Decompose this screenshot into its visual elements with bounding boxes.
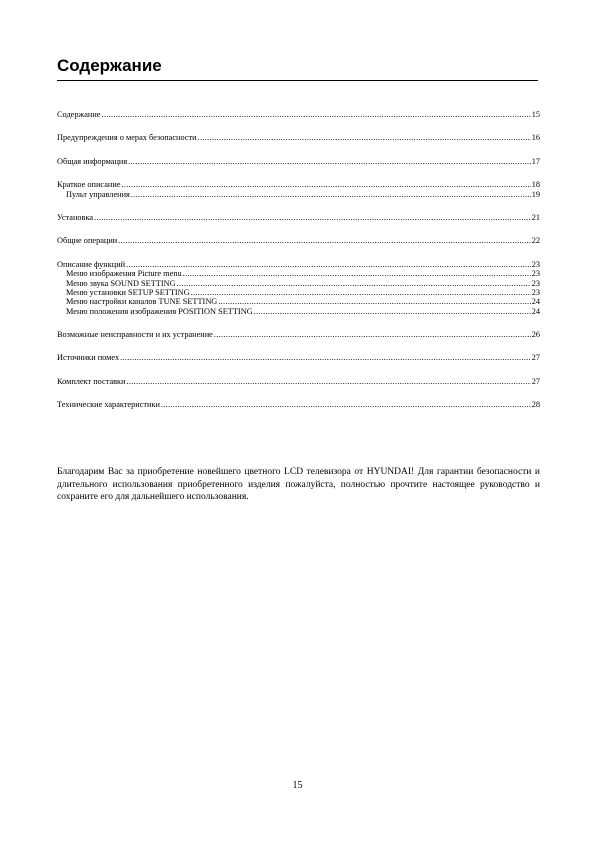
toc-entry-label: Меню звука SOUND SETTING	[66, 278, 176, 288]
toc-group	[57, 260, 540, 316]
toc-entry-page: 27	[531, 376, 540, 386]
toc-entry-label: Источники помех	[57, 353, 120, 363]
toc-group	[57, 353, 540, 362]
toc-group	[57, 236, 540, 245]
toc-entry-page: 23	[531, 287, 540, 297]
toc-subentry[interactable]	[57, 297, 540, 306]
toc-group	[57, 377, 540, 386]
toc-entry-label: Меню положения изображения POSITION SETTING	[66, 306, 253, 316]
toc-dot-leader	[126, 260, 531, 269]
title-divider	[57, 80, 538, 81]
page-number: 15	[292, 780, 303, 791]
page-title: Содержание	[57, 56, 162, 75]
toc-entry-page: 21	[531, 212, 540, 222]
toc-entry-label: Меню настройки каналов TUNE SETTING	[66, 297, 218, 307]
toc-dot-leader	[254, 307, 531, 316]
toc-entry[interactable]	[57, 400, 540, 409]
toc-entry-label: Содержание	[57, 110, 101, 119]
toc-dot-leader	[94, 213, 531, 222]
toc-dot-leader	[191, 288, 531, 297]
toc-entry-page: 15	[531, 110, 540, 119]
toc-entry-page: 23	[531, 278, 540, 288]
toc-entry[interactable]	[57, 260, 540, 269]
toc-group	[57, 400, 540, 409]
toc-dot-leader	[161, 400, 531, 409]
toc-group	[57, 157, 540, 166]
toc-entry-label: Установка	[57, 212, 94, 222]
toc-entry-label: Общая информация	[57, 156, 128, 166]
toc-dot-leader	[214, 330, 531, 339]
toc-dot-leader	[198, 133, 531, 142]
toc-dot-leader	[127, 377, 531, 386]
toc-entry[interactable]	[57, 213, 540, 222]
toc-dot-leader	[218, 297, 530, 306]
table-of-contents	[57, 110, 540, 424]
toc-dot-leader	[118, 236, 530, 245]
toc-subentry[interactable]	[57, 269, 540, 278]
toc-entry-page: 24	[531, 306, 540, 316]
toc-subentry[interactable]	[57, 190, 540, 199]
toc-entry-label: Меню установки SETUP SETTING	[66, 287, 190, 297]
toc-subentry[interactable]	[57, 307, 540, 316]
toc-group	[57, 133, 540, 142]
toc-subentry[interactable]	[57, 288, 540, 297]
toc-entry[interactable]	[57, 377, 540, 386]
toc-entry-label: Краткое описание	[57, 180, 121, 190]
toc-entry-page: 28	[531, 400, 540, 410]
toc-entry-label: Технические характеристики	[57, 400, 160, 410]
toc-entry-page: 19	[531, 189, 540, 199]
toc-entry-page: 24	[531, 297, 540, 307]
toc-dot-leader	[128, 157, 531, 166]
toc-entry-label: Предупреждения о мерах безопасности	[57, 133, 197, 143]
toc-entry-label: Общие операции	[57, 236, 118, 246]
toc-group	[57, 213, 540, 222]
toc-entry-page: 16	[531, 133, 540, 143]
toc-entry-label: Описание функций	[57, 259, 126, 269]
toc-subentry[interactable]	[57, 279, 540, 288]
toc-entry[interactable]	[57, 110, 540, 119]
toc-dot-leader	[177, 279, 531, 288]
toc-entry-page: 17	[531, 156, 540, 166]
toc-group	[57, 110, 540, 119]
toc-entry-page: 27	[531, 353, 540, 363]
toc-entry[interactable]	[57, 353, 540, 362]
toc-entry-page: 26	[531, 330, 540, 340]
toc-entry-page: 23	[531, 269, 540, 279]
toc-entry[interactable]	[57, 157, 540, 166]
toc-dot-leader	[121, 180, 530, 189]
toc-entry[interactable]	[57, 180, 540, 189]
intro-paragraph: Благодарим Вас за приобретение новейшего цветного LCD телевизора от HYUNDAI! Для гарантии безопасности и длительного использования приобретенного изделия пожалуйста, полностью прочтите настоящее руководство и сохраните его для дальнейшего использования.	[57, 467, 540, 503]
toc-entry-page: 22	[531, 236, 540, 246]
toc-entry-page: 23	[531, 259, 540, 269]
toc-group	[57, 330, 540, 339]
toc-entry-label: Комплект поставки	[57, 376, 126, 386]
toc-entry[interactable]	[57, 133, 540, 142]
toc-dot-leader	[131, 190, 531, 199]
toc-dot-leader	[183, 269, 531, 278]
toc-entry-page: 18	[531, 180, 540, 190]
toc-entry-label: Возможные неисправности и их устранение	[57, 330, 213, 340]
toc-dot-leader	[120, 353, 531, 362]
toc-entry-label: Пульт управления	[66, 189, 130, 199]
toc-dot-leader	[101, 110, 530, 119]
toc-entry[interactable]	[57, 236, 540, 245]
toc-entry-label: Меню изображения Picture menu	[66, 269, 182, 279]
toc-entry[interactable]	[57, 330, 540, 339]
toc-group	[57, 180, 540, 199]
